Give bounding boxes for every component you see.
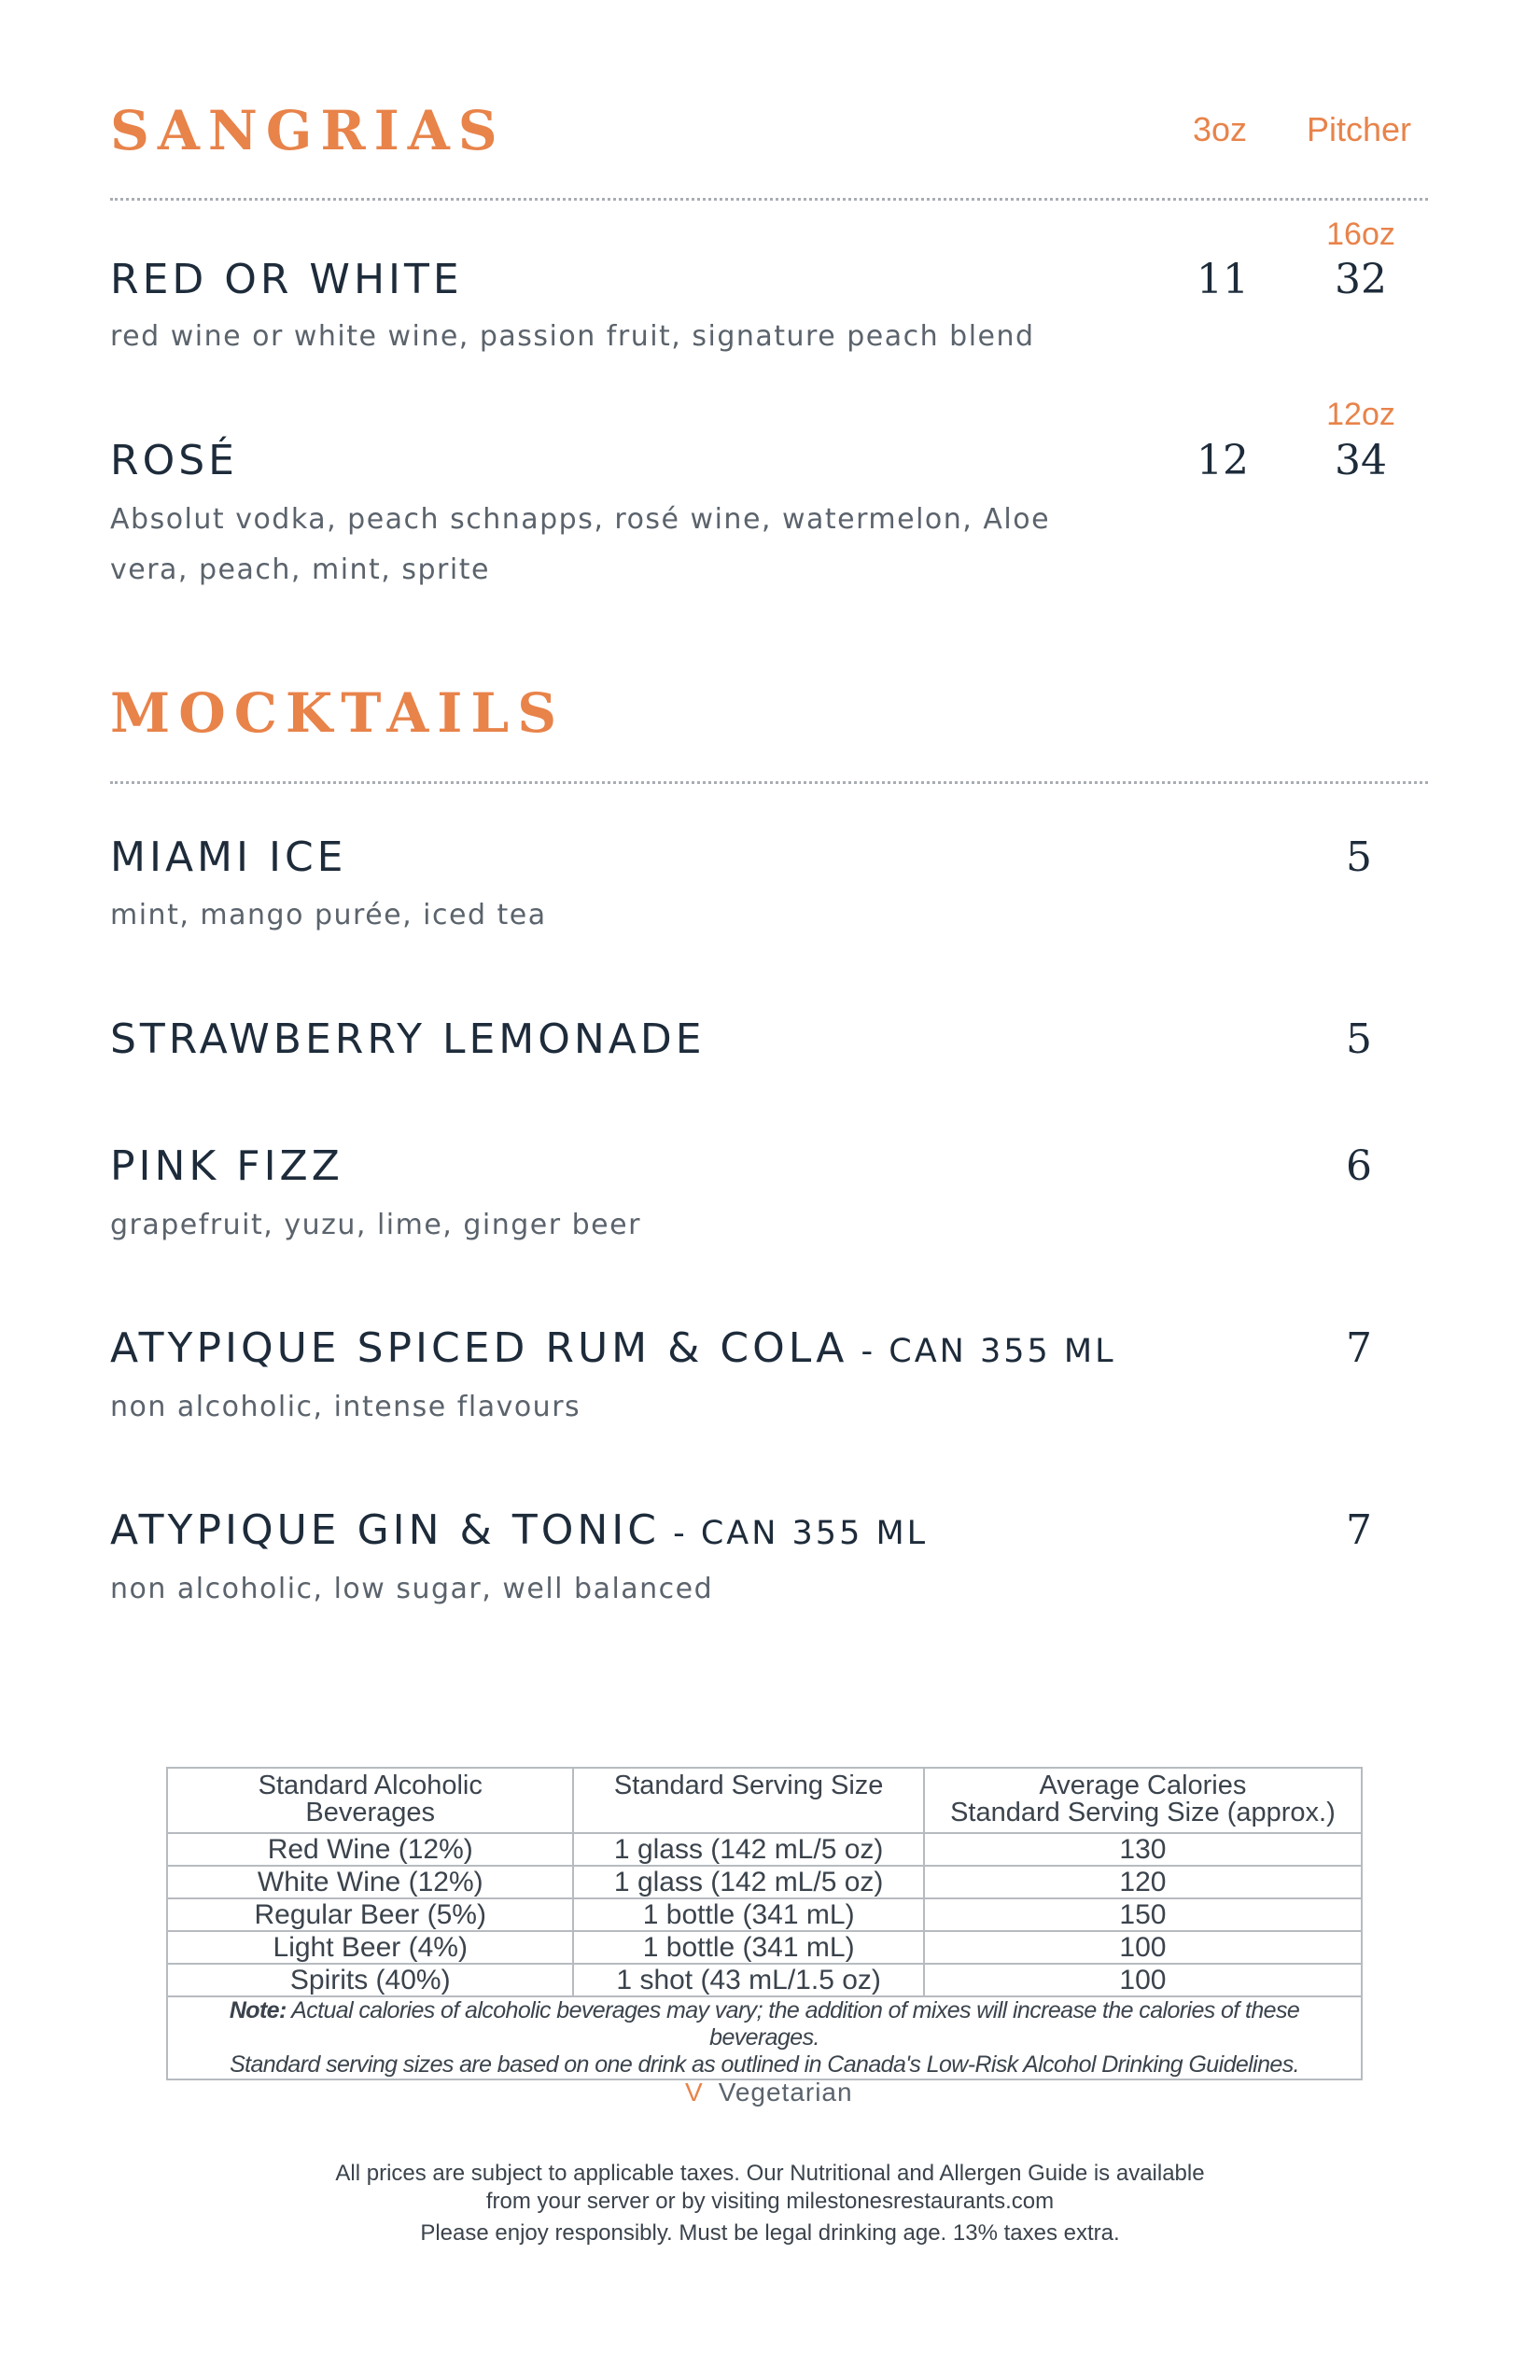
table-note: Note: Actual calories of alcoholic beverages may vary; the addition of mixes will increase the calories of these beverages. Standard serving sizes are based on one drink as outlined in Canada's Low-Risk Alcohol Drinking Guidelines. — [167, 1996, 1362, 2079]
item-name: STRAWBERRY LEMONADE — [110, 1015, 706, 1063]
column-header-3oz: 3oz — [1193, 110, 1248, 148]
table-cell: Light Beer (4%) — [167, 1931, 573, 1964]
table-cell: White Wine (12%) — [167, 1866, 573, 1898]
pitcher-size: 16oz — [1326, 217, 1395, 252]
item-description: grapefruit, yuzu, lime, ginger beer — [110, 1209, 641, 1241]
column-header: Standard Alcoholic Beverages — [167, 1768, 573, 1833]
section-title-mocktails: MOCKTAILS — [110, 681, 566, 745]
table-cell: 130 — [924, 1833, 1362, 1866]
column-header: Standard Serving Size — [573, 1768, 923, 1833]
price-3oz: 11 — [1197, 256, 1249, 303]
table-cell: Spirits (40%) — [167, 1964, 573, 1996]
item-description: mint, mango purée, iced tea — [110, 899, 547, 931]
table-row — [167, 1964, 1362, 1996]
section-title-sangrias: SANGRIAS — [110, 99, 506, 162]
price: 5 — [1346, 1015, 1372, 1063]
item-description: non alcoholic, low sugar, well balanced — [110, 1573, 714, 1605]
table-cell: 1 shot (43 mL/1.5 oz) — [573, 1964, 923, 1996]
table-cell: 1 glass (142 mL/5 oz) — [573, 1866, 923, 1898]
item-name: ROSÉ — [110, 437, 238, 484]
item-description: non alcoholic, intense flavours — [110, 1391, 581, 1423]
table-note-row — [167, 1996, 1362, 2079]
item-name: RED OR WHITE — [110, 256, 463, 303]
table-cell: 150 — [924, 1898, 1362, 1931]
table-row — [167, 1898, 1362, 1931]
item-description: Absolut vodka, peach schnapps, rosé wine, watermelon, Aloe vera, peach, mint, sprite — [110, 503, 1051, 586]
calorie-table — [166, 1767, 1363, 2080]
legend-label: Vegetarian — [718, 2078, 853, 2107]
item-name: ATYPIQUE GIN & TONIC - CAN 355 ML — [110, 1506, 929, 1554]
table-cell: 1 bottle (341 mL) — [573, 1931, 923, 1964]
table-row — [167, 1833, 1362, 1866]
footer-line: Please enjoy responsibly. Must be legal drinking age. 13% taxes extra. — [420, 2220, 1120, 2246]
table-row — [167, 1931, 1362, 1964]
price: 5 — [1346, 833, 1372, 881]
table-cell: Regular Beer (5%) — [167, 1898, 573, 1931]
table-cell: 100 — [924, 1964, 1362, 1996]
item-name: MIAMI ICE — [110, 833, 347, 881]
table-header-row — [167, 1768, 1362, 1833]
column-header: Average Calories Standard Serving Size (approx.) — [924, 1768, 1362, 1833]
price: 6 — [1346, 1142, 1372, 1190]
item-name: PINK FIZZ — [110, 1142, 343, 1190]
price: 7 — [1346, 1324, 1372, 1372]
legend-vegetarian — [685, 2078, 853, 2107]
section-divider — [110, 781, 1428, 784]
footer-disclaimer — [303, 2160, 1237, 2247]
price-3oz: 12 — [1197, 437, 1249, 484]
price-pitcher: 34 — [1335, 437, 1387, 484]
footer-line: from your server or by visiting milestonesrestaurants.com — [485, 2189, 1055, 2214]
note-label: Note: — [229, 1997, 287, 2023]
column-header-pitcher: Pitcher — [1307, 110, 1412, 148]
table-cell: 120 — [924, 1866, 1362, 1898]
table-cell: 100 — [924, 1931, 1362, 1964]
item-name-suffix: - CAN 355 ML — [659, 1515, 929, 1552]
footer-line: All prices are subject to applicable taxes. Our Nutritional and Allergen Guide is available — [335, 2161, 1205, 2186]
price: 7 — [1346, 1506, 1372, 1554]
item-name-suffix: - CAN 355 ML — [847, 1333, 1116, 1370]
vegetarian-icon: V — [685, 2078, 704, 2107]
price-pitcher: 32 — [1335, 256, 1387, 303]
table-cell: 1 glass (142 mL/5 oz) — [573, 1833, 923, 1866]
section-divider — [110, 198, 1428, 201]
table-row — [167, 1866, 1362, 1898]
table-cell: 1 bottle (341 mL) — [573, 1898, 923, 1931]
pitcher-size: 12oz — [1326, 397, 1395, 432]
table-cell: Red Wine (12%) — [167, 1833, 573, 1866]
item-description: red wine or white wine, passion fruit, signature peach blend — [110, 320, 1035, 353]
item-name: ATYPIQUE SPICED RUM & COLA - CAN 355 ML — [110, 1324, 1116, 1372]
